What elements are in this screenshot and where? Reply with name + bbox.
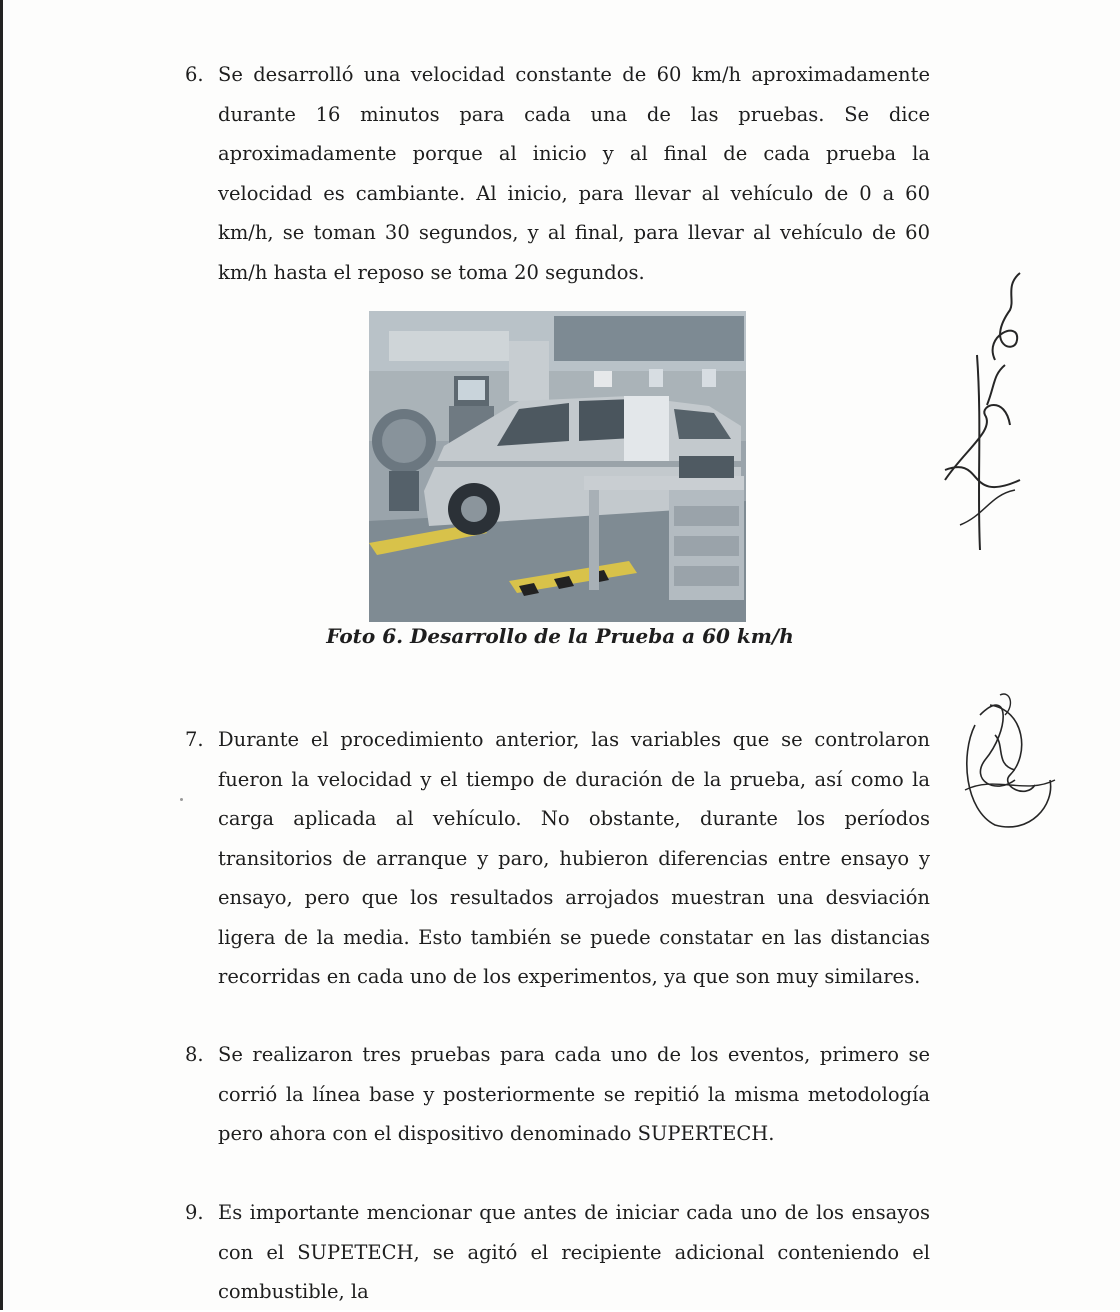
list-item-number: 8. <box>185 1043 204 1066</box>
signature-2 <box>955 685 1070 845</box>
list-item-number: 6. <box>185 63 204 86</box>
page-edge-line <box>0 0 3 1310</box>
list-item-number: 7. <box>185 728 204 751</box>
list-item-text: Se realizaron tres pruebas para cada uno de los eventos, primero se corrió la línea base y posteriormente se repitió la misma metodología pero ahora con el dispositivo denominado SUPERTECH. <box>218 1043 930 1145</box>
list-item-text: Es importante mencionar que antes de iniciar cada uno de los ensayos con el SUPETECH, se agitó el recipiente adicional conteniendo el combustible, la <box>218 1201 930 1303</box>
list-item-number: 9. <box>185 1201 204 1224</box>
list-item-7 <box>185 720 930 997</box>
test-photo <box>369 311 746 622</box>
signature-1 <box>925 265 1045 555</box>
stray-mark <box>180 798 183 801</box>
list-item-6 <box>185 55 930 292</box>
list-item-8 <box>185 1035 930 1154</box>
figure-caption: Foto 6. Desarrollo de la Prueba a 60 km/h <box>326 624 794 648</box>
list-item-9 <box>185 1193 930 1312</box>
list-item-text: Durante el procedimiento anterior, las variables que se controlaron fueron la velocidad y el tiempo de duración de la prueba, así como la carga aplicada al vehículo. No obstante, durante los períodos transitorios de arranque y paro, hubieron diferencias entre ensayo y ensayo, pero que los resultados arrojados muestran una desviación ligera de la media. Esto también se puede constatar en las distancias recorridas en cada uno de los experimentos, ya que son muy similares. <box>218 728 930 988</box>
list-item-text: Se desarrolló una velocidad constante de 60 km/h aproximadamente durante 16 minutos para cada una de las pruebas. Se dice aproximadamente porque al inicio y al final de cada prueba la velocidad es cambiante. Al inicio, para llevar al vehículo de 0 a 60 km/h, se toman 30 segundos, y al final, para llevar al vehículo de 60 km/h hasta el reposo se toma 20 segundos. <box>218 63 930 284</box>
